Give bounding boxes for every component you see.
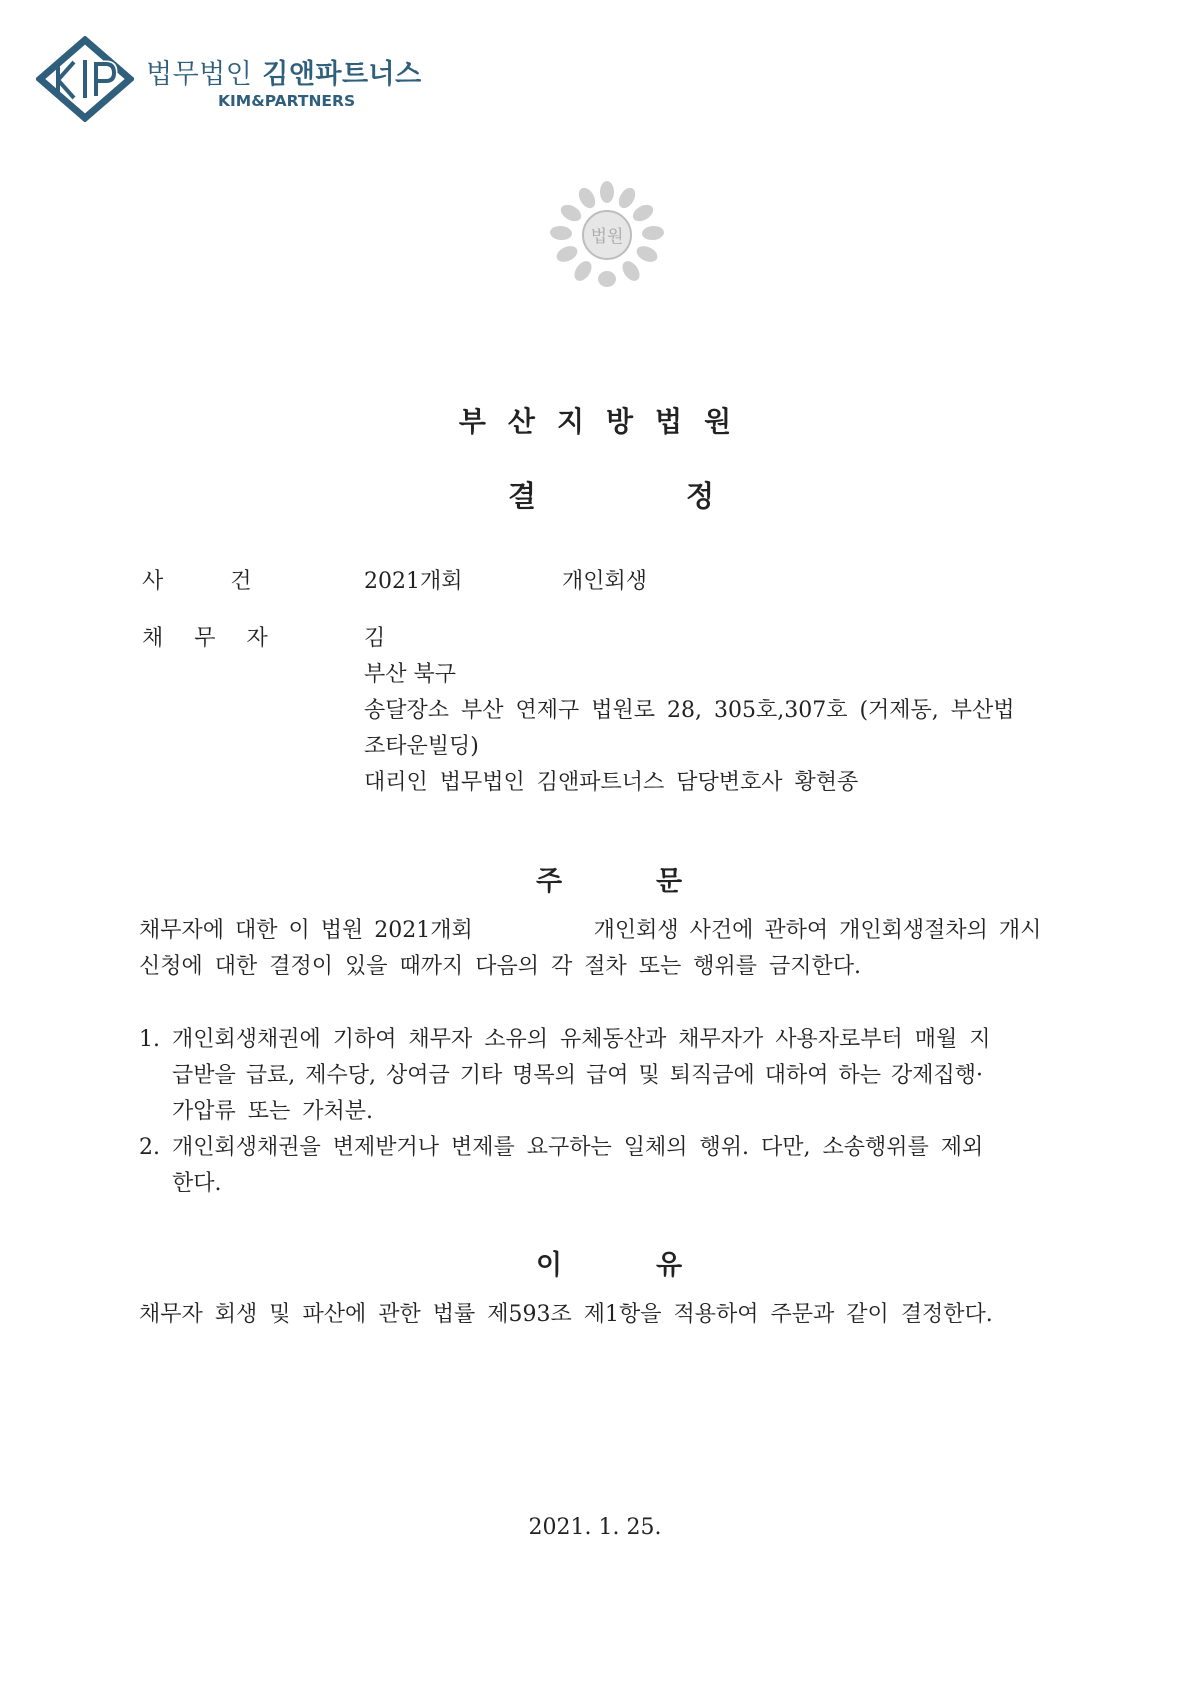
- firm-name-english: KIM&PARTNERS: [218, 92, 356, 110]
- order-heading-right: 문: [656, 866, 683, 897]
- order-heading-left: 주: [536, 866, 563, 897]
- order-item-1-line1: 개인회생채권에 기하여 채무자 소유의 유체동산과 채무자가 사용자로부터 매월 지: [172, 1027, 991, 1052]
- order-item-1-line3: 가압류 또는 가처분.: [172, 1099, 373, 1124]
- debtor-label: 채 무 자: [142, 626, 268, 651]
- firm-logo-mark-icon: [36, 36, 134, 122]
- court-seal-icon: [547, 178, 667, 293]
- order-item-1-line2: 급받을 급료, 제수당, 상여금 기타 명목의 급여 및 퇴직금에 대하여 하는 강제집행·: [172, 1063, 983, 1088]
- doc-title-left: 결: [508, 479, 537, 513]
- case-type: 개인회생: [562, 569, 648, 594]
- delivery-address-line2: 조타운빌딩): [364, 734, 479, 759]
- order-item-1-number: 1.: [139, 1027, 160, 1052]
- reason-heading-right: 유: [656, 1250, 683, 1281]
- order-intro-line1: 채무자에 대한 이 법원 2021개회 개인회생 사건에 관하여 개인회생절차의 개시: [139, 918, 1042, 943]
- firm-name-main: 김앤파트너스: [262, 59, 422, 90]
- order-item-2-line1: 개인회생채권을 변제받거나 변제를 요구하는 일체의 행위. 다만, 소송행위를 제외: [172, 1135, 984, 1160]
- doc-title-right: 정: [686, 479, 715, 513]
- order-intro-line2: 신청에 대한 결정이 있을 때까지 다음의 각 절차 또는 행위를 금지한다.: [139, 954, 861, 979]
- debtor-agent: 대리인 법무법인 김앤파트너스 담당변호사 황현종: [364, 770, 859, 795]
- reason-text: 채무자 회생 및 파산에 관한 법률 제593조 제1항을 적용하여 주문과 같이 결정한다.: [139, 1302, 993, 1327]
- firm-logo: [36, 36, 456, 126]
- firm-name-korean: [146, 52, 422, 91]
- reason-heading-left: 이: [536, 1250, 563, 1281]
- order-item-2-number: 2.: [139, 1135, 160, 1160]
- seal-text: 법원: [590, 227, 624, 247]
- firm-name-prefix: 법무법인: [146, 59, 253, 90]
- delivery-address-line1: 송달장소 부산 연제구 법원로 28, 305호,307호 (거제동, 부산법: [364, 698, 1015, 723]
- order-item-2-line2: 한다.: [172, 1171, 222, 1196]
- debtor-address: 부산 북구: [364, 662, 457, 687]
- court-name: 부산지방법원: [458, 405, 754, 438]
- case-number: 2021개회: [364, 569, 463, 594]
- debtor-name: 김: [364, 626, 386, 651]
- decision-date: 2021. 1. 25.: [528, 1515, 662, 1540]
- case-label: 사 건: [142, 569, 252, 594]
